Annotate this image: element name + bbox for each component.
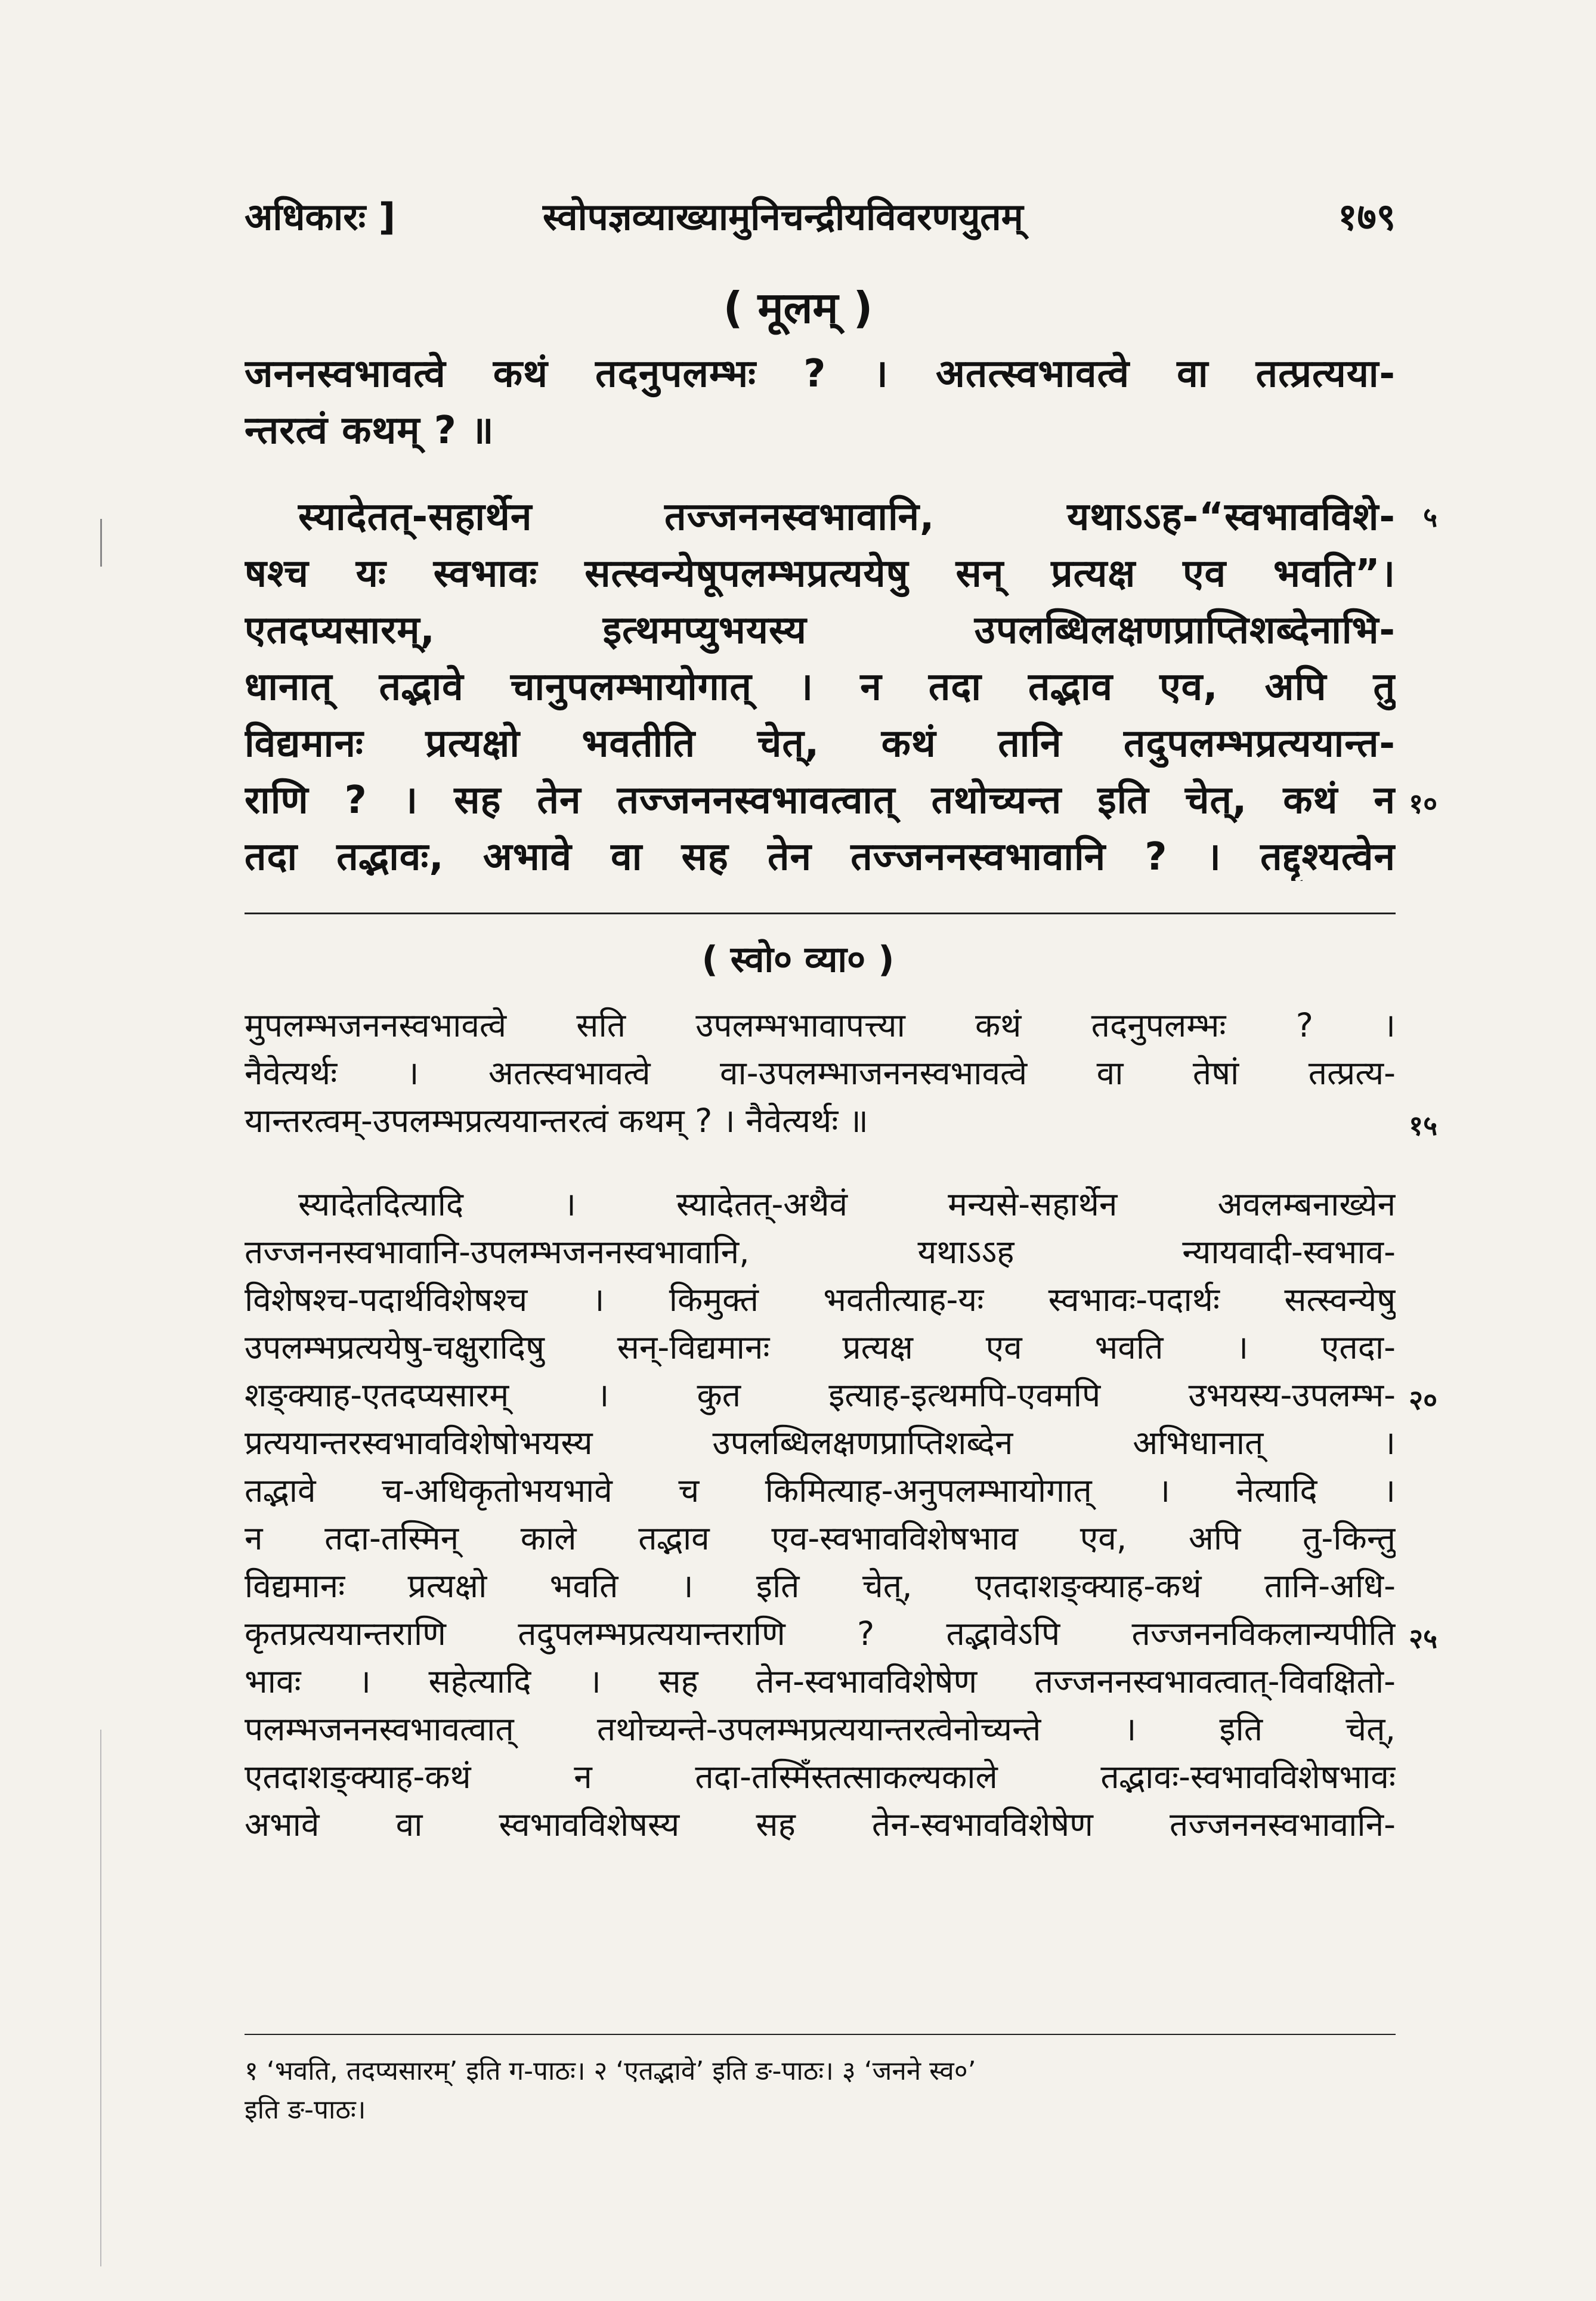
line-number: १० [1409, 787, 1437, 819]
text-line: स्यादेतदित्यादि । स्यादेतत्-अथैवं मन्यसे-सहार्थेन अवलम्बनाख्येन [298, 1185, 1396, 1223]
footnote-line: १ ‘भवति, तदप्यसारम्’ इति ग-पाठः। २ ‘एतद्भावे’ इति ङ-पाठः। ३ ‘जनने स्व०’ [245, 2056, 976, 2086]
footnote-divider [245, 2034, 1396, 2035]
commentary-heading: ( स्वो० व्या० ) [701, 939, 895, 981]
text-line: राणि ? । सह तेन तज्जननस्वभावत्वात् तथोच्यन्त इति चेत्, कथं न [245, 778, 1396, 822]
text-line: स्यादेतत्-सहार्थेन तज्जननस्वभावानि, यथाऽऽह-“स्वभावविशे- [298, 495, 1396, 539]
text-line: विद्यमानः प्रत्यक्षो भवतीति चेत्, कथं तानि तदुपलम्भप्रत्ययान्त- [245, 722, 1396, 766]
header-section-label: अधिकारः ] [245, 195, 396, 239]
text-line: यान्तरत्वम्-उपलम्भप्रत्ययान्तरत्वं कथम् ? । नैवेत्यर्थः ॥ [245, 1102, 868, 1140]
section-divider [245, 913, 1396, 914]
text-line: भावः । सहेत्यादि । सह तेन-स्वभावविशेषेण तज्जननस्वभावत्वात्-विवक्षितो- [245, 1662, 1396, 1700]
footnote-line: इति ङ-पाठः। [245, 2095, 366, 2125]
text-line: अभावे वा स्वभावविशेषस्य सह तेन-स्वभावविशेषेण तज्जननस्वभावानि- [245, 1805, 1396, 1844]
text-line: धानात् तद्भावे चानुपलम्भायोगात् । न तदा तद्भाव एव, अपि तु [245, 665, 1396, 709]
line-number: ५ [1423, 501, 1437, 533]
text-line: न तदा-तस्मिन् काले तद्भाव एव-स्वभावविशेषभाव एव, अपि तु-किन्तु [245, 1519, 1396, 1557]
text-line: विशेषश्च-पदार्थविशेषश्च । किमुक्तं भवतीत्याह-यः स्वभावः-पदार्थः सत्स्वन्येषु [245, 1281, 1396, 1319]
text-line: उपलम्भप्रत्ययेषु-चक्षुरादिषु सन्-विद्यमानः प्रत्यक्ष एव भवति । एतदा- [245, 1328, 1396, 1366]
page-number: १७९ [1338, 195, 1396, 239]
line-number: २० [1409, 1384, 1437, 1416]
mula-heading: ( मूलम् ) [723, 283, 873, 333]
text-line: तदा तद्भावः, अभावे वा सह तेन तज्जननस्वभावानि ? । तद्दृश्यत्वेन [245, 835, 1396, 879]
text-line: षश्च यः स्वभावः सत्स्वन्येषूपलम्भप्रत्ययेषु सन् प्रत्यक्ष एव भवति”। [245, 552, 1396, 596]
text-line: कृतप्रत्ययान्तराणि तदुपलम्भप्रत्ययान्तराणि ? तद्भावेऽपि तज्जननविकलान्यपीति [245, 1615, 1396, 1653]
scan-margin-mark [100, 1730, 101, 2266]
text-line: न्तरत्वं कथम् ? ॥ [245, 409, 494, 453]
text-line: एतदप्यसारम्, इत्थमप्युभयस्य उपलब्धिलक्षणप्राप्तिशब्देनाभि- [245, 608, 1396, 652]
text-line: तद्भावे च-अधिकृतोभयभावे च किमित्याह-अनुपलम्भायोगात् । नेत्यादि । [245, 1471, 1396, 1510]
text-line: शङ्क्याह-एतदप्यसारम् । कुत इत्याह-इत्थमपि-एवमपि उभयस्य-उपलम्भ- [245, 1376, 1396, 1414]
text-line: प्रत्ययान्तरस्वभावविशेषोभयस्य उपलब्धिलक्षणप्राप्तिशब्देन अभिधानात् । [245, 1424, 1396, 1462]
line-number: १५ [1409, 1109, 1437, 1142]
running-header [245, 179, 1396, 245]
text-line: तज्जननस्वभावानि-उपलम्भजननस्वभावानि, यथाऽऽह न्यायवादी-स्वभाव- [245, 1233, 1396, 1271]
text-line: विद्यमानः प्रत्यक्षो भवति । इति चेत्, एतदाशङ्क्याह-कथं तानि-अधि- [245, 1567, 1396, 1605]
line-number: २५ [1409, 1622, 1437, 1654]
text-line: एतदाशङ्क्याह-कथं न तदा-तस्मिँस्तत्साकल्यकाले तद्भावः-स्वभावविशेषभावः [245, 1758, 1396, 1796]
header-book-title: स्वोपज्ञव्याख्यामुनिचन्द्रीयविवरणयुतम् [543, 195, 1023, 239]
text-line: मुपलम्भजननस्वभावत्वे सति उपलम्भभावापत्त्या कथं तदनुपलम्भः ? । [245, 1006, 1396, 1044]
text-line: जननस्वभावत्वे कथं तदनुपलम्भः ? । अतत्स्वभावत्वे वा तत्प्रत्यया- [245, 352, 1396, 396]
text-line: नैवेत्यर्थः । अतत्स्वभावत्वे वा-उपलम्भाजननस्वभावत्वे वा तेषां तत्प्रत्य- [245, 1054, 1396, 1092]
scan-margin-mark [100, 519, 102, 567]
text-line: पलम्भजननस्वभावत्वात् तथोच्यन्ते-उपलम्भप्रत्ययान्तरत्वेनोच्यन्ते । इति चेत्, [245, 1710, 1396, 1748]
